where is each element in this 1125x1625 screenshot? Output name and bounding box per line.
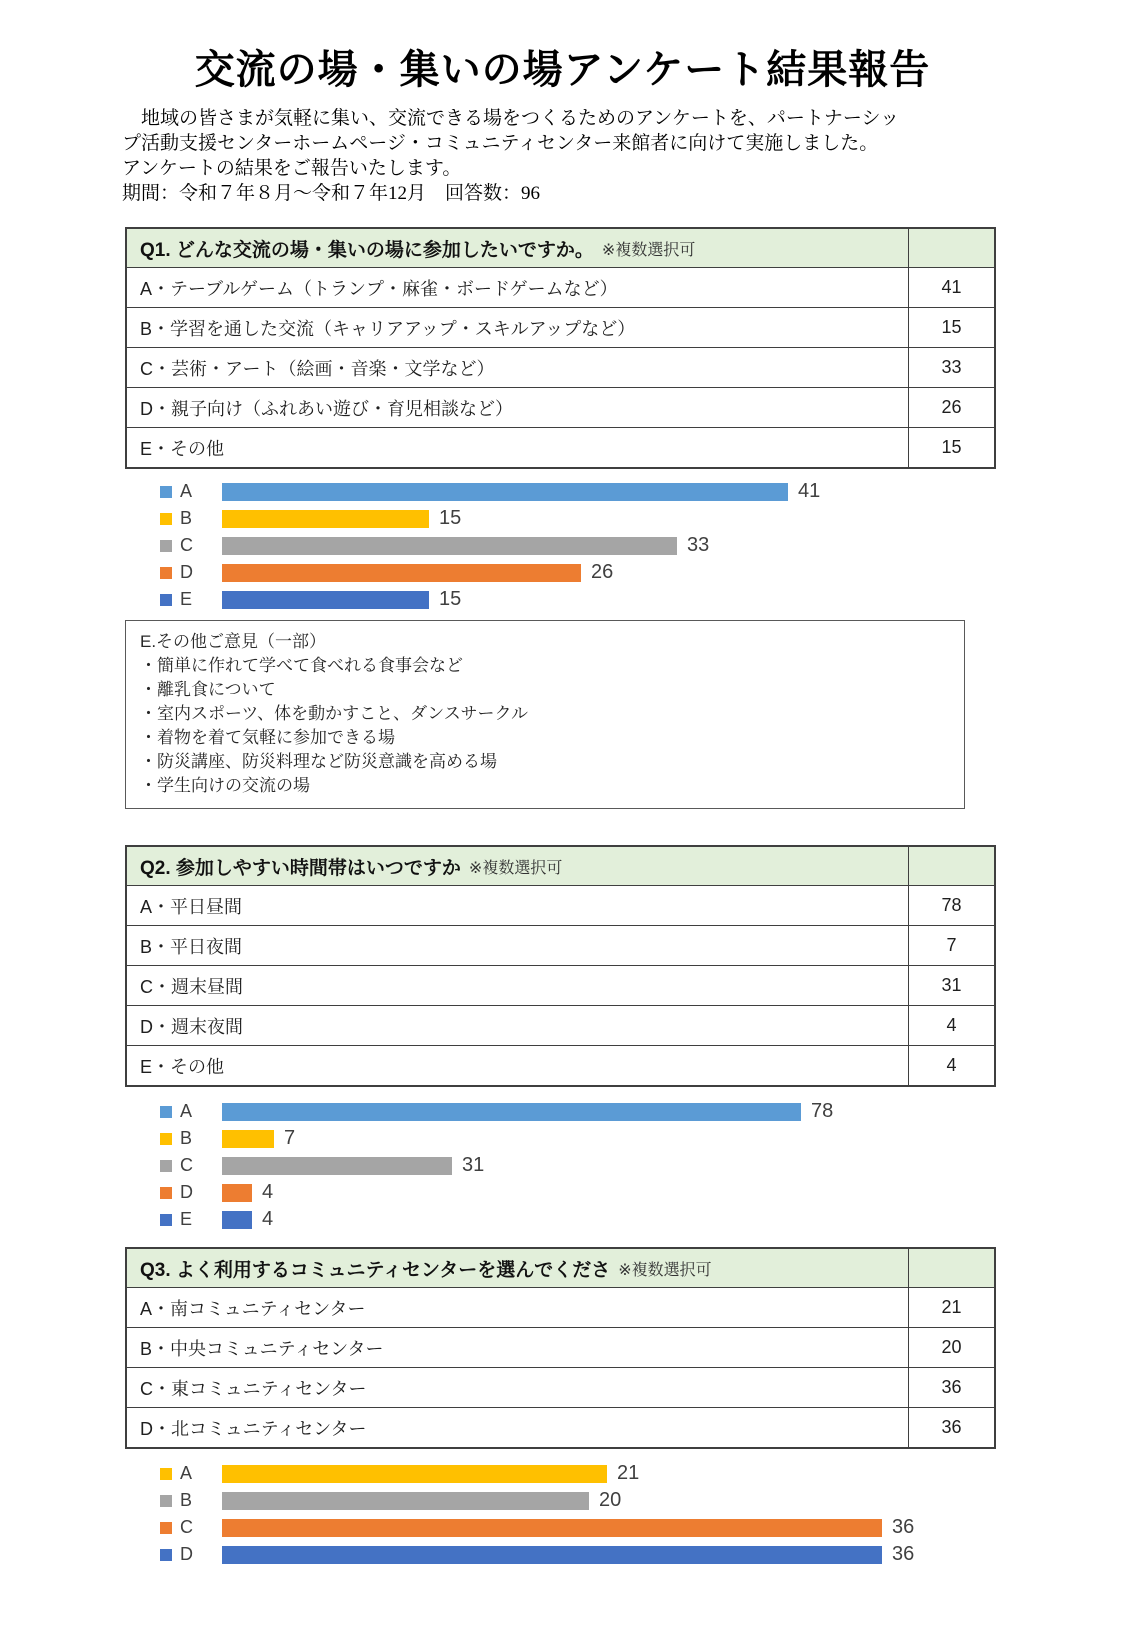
legend-swatch-c bbox=[160, 1522, 172, 1534]
bar-value-label: 4 bbox=[262, 1208, 274, 1230]
bar-value-label: 15 bbox=[439, 507, 462, 529]
legend-swatch-b bbox=[160, 1133, 172, 1145]
bar-c bbox=[222, 1157, 452, 1175]
table-row bbox=[127, 428, 994, 467]
option-label: C・芸術・アート（絵画・音楽・文学など） bbox=[140, 358, 495, 379]
response-count: 26 bbox=[908, 388, 994, 427]
legend-swatch-b bbox=[160, 1495, 172, 1507]
table-row bbox=[127, 886, 994, 926]
response-count: 21 bbox=[908, 1288, 994, 1327]
bar-value-label: 26 bbox=[591, 561, 614, 583]
option-label: B・学習を通した交流（キャリアアップ・スキルアップなど） bbox=[140, 318, 636, 339]
bar-d bbox=[222, 1546, 882, 1564]
chart-row bbox=[125, 1460, 996, 1487]
table-row bbox=[127, 348, 994, 388]
option-label: D・週末夜間 bbox=[140, 1016, 243, 1037]
chart-row bbox=[125, 1098, 996, 1125]
legend-swatch-a bbox=[160, 486, 172, 498]
chart-row bbox=[125, 1514, 996, 1541]
chart-row bbox=[125, 478, 996, 505]
other-opinion-item: ・学生向けの交流の場 bbox=[140, 776, 310, 795]
chart-row bbox=[125, 1206, 996, 1233]
bar-a bbox=[222, 483, 788, 501]
response-count: 7 bbox=[908, 926, 994, 965]
legend-label: A bbox=[180, 1463, 193, 1483]
bar-value-label: 15 bbox=[439, 588, 462, 610]
table-header-value-cell bbox=[908, 1249, 994, 1287]
legend-label: C bbox=[180, 1517, 193, 1537]
bar-e bbox=[222, 1211, 252, 1229]
legend-swatch-a bbox=[160, 1468, 172, 1480]
table-header-value-cell bbox=[908, 229, 994, 267]
table-header-row bbox=[127, 847, 994, 886]
legend-label: C bbox=[180, 535, 193, 555]
question-header-label: Q3. よく利用するコミュニティセンターを選んでくださ ※複数選択可 bbox=[127, 1249, 908, 1287]
q1-bar-chart bbox=[125, 478, 996, 613]
legend-label: D bbox=[180, 1182, 193, 1202]
table-header-value-cell bbox=[908, 847, 994, 885]
chart-row bbox=[125, 1152, 996, 1179]
bar-a bbox=[222, 1103, 801, 1121]
q2-bar-chart bbox=[125, 1098, 996, 1233]
multi-select-note: ※複数選択可 bbox=[618, 1261, 712, 1279]
legend-label: A bbox=[180, 481, 193, 501]
table-header-row bbox=[127, 1249, 994, 1288]
other-opinions-list bbox=[140, 654, 950, 798]
chart-row bbox=[125, 1541, 996, 1568]
bar-value-label: 4 bbox=[262, 1181, 274, 1203]
chart-row bbox=[125, 532, 996, 559]
legend-label: D bbox=[180, 1544, 193, 1564]
response-count: 41 bbox=[908, 268, 994, 307]
bar-d bbox=[222, 1184, 252, 1202]
table-row bbox=[127, 1046, 994, 1085]
table-row bbox=[127, 1368, 994, 1408]
bar-b bbox=[222, 1492, 589, 1510]
option-label: A・平日昼間 bbox=[140, 896, 243, 917]
table-row bbox=[127, 268, 994, 308]
option-label: C・週末昼間 bbox=[140, 976, 243, 997]
bar-value-label: 78 bbox=[811, 1100, 834, 1122]
legend-label: B bbox=[180, 508, 193, 528]
legend-label: C bbox=[180, 1155, 193, 1175]
other-opinion-item: ・室内スポーツ、体を動かすこと、ダンスサークル bbox=[140, 704, 528, 723]
option-label: D・親子向け（ふれあい遊び・育児相談など） bbox=[140, 398, 513, 419]
bar-e bbox=[222, 591, 429, 609]
legend-label: B bbox=[180, 1490, 193, 1510]
bar-value-label: 33 bbox=[687, 534, 710, 556]
legend-swatch-d bbox=[160, 1549, 172, 1561]
response-count: 36 bbox=[908, 1368, 994, 1407]
chart-row bbox=[125, 505, 996, 532]
response-count: 33 bbox=[908, 348, 994, 387]
chart-row bbox=[125, 1487, 996, 1514]
chart-row bbox=[125, 1179, 996, 1206]
q1-table bbox=[125, 227, 996, 469]
legend-label: A bbox=[180, 1101, 193, 1121]
option-label: B・平日夜間 bbox=[140, 936, 243, 957]
intro-paragraph bbox=[122, 106, 1017, 206]
other-opinion-item: ・着物を着て気軽に参加できる場 bbox=[140, 728, 395, 747]
option-label: E・その他 bbox=[140, 438, 225, 459]
bar-value-label: 21 bbox=[617, 1462, 640, 1484]
table-row bbox=[127, 388, 994, 428]
intro-line: 地域の皆さまが気軽に集い、交流できる場をつくるためのアンケートを、パートナーシッ bbox=[122, 108, 900, 129]
bar-b bbox=[222, 510, 429, 528]
bar-c bbox=[222, 537, 677, 555]
table-row bbox=[127, 1328, 994, 1368]
question-header-label: Q1. どんな交流の場・集いの場に参加したいですか。 ※複数選択可 bbox=[127, 229, 908, 267]
response-count: 4 bbox=[908, 1006, 994, 1045]
bar-value-label: 36 bbox=[892, 1516, 915, 1538]
response-count: 15 bbox=[908, 308, 994, 347]
other-opinion-item: ・防災講座、防災料理など防災意識を高める場 bbox=[140, 752, 497, 771]
legend-swatch-d bbox=[160, 567, 172, 579]
legend-swatch-e bbox=[160, 1214, 172, 1226]
table-row bbox=[127, 1408, 994, 1447]
bar-value-label: 41 bbox=[798, 480, 821, 502]
bar-value-label: 20 bbox=[599, 1489, 622, 1511]
legend-label: E bbox=[180, 1209, 193, 1229]
bar-a bbox=[222, 1465, 607, 1483]
option-label: C・東コミュニティセンター bbox=[140, 1378, 367, 1399]
chart-row bbox=[125, 1125, 996, 1152]
response-count: 31 bbox=[908, 966, 994, 1005]
response-count: 15 bbox=[908, 428, 994, 467]
table-row bbox=[127, 966, 994, 1006]
bar-value-label: 36 bbox=[892, 1543, 915, 1565]
legend-swatch-a bbox=[160, 1106, 172, 1118]
table-row bbox=[127, 308, 994, 348]
other-opinions-box bbox=[125, 620, 965, 809]
legend-swatch-d bbox=[160, 1187, 172, 1199]
table-row bbox=[127, 1288, 994, 1328]
response-count: 4 bbox=[908, 1046, 994, 1085]
question-header-label: Q2. 参加しやすい時間帯はいつですか ※複数選択可 bbox=[127, 847, 908, 885]
bar-c bbox=[222, 1519, 882, 1537]
legend-label: D bbox=[180, 562, 193, 582]
chart-row bbox=[125, 559, 996, 586]
other-opinions-title: E.その他ご意見（一部） bbox=[140, 632, 327, 651]
legend-label: E bbox=[180, 589, 193, 609]
intro-line: アンケートの結果をご報告いたします。 bbox=[122, 158, 462, 179]
page-title: 交流の場・集いの場アンケート結果報告 bbox=[194, 48, 931, 92]
bar-value-label: 31 bbox=[462, 1154, 485, 1176]
option-label: D・北コミュニティセンター bbox=[140, 1418, 367, 1439]
intro-line: プ活動支援センターホームページ・コミュニティセンター来館者に向けて実施しました。 bbox=[122, 133, 879, 154]
q3-bar-chart bbox=[125, 1460, 996, 1568]
multi-select-note: ※複数選択可 bbox=[601, 241, 696, 259]
other-opinion-item: ・簡単に作れて学べて食べれる食事会など bbox=[140, 656, 463, 675]
response-count: 36 bbox=[908, 1408, 994, 1447]
response-count: 20 bbox=[908, 1328, 994, 1367]
legend-swatch-b bbox=[160, 513, 172, 525]
legend-swatch-c bbox=[160, 1160, 172, 1172]
table-header-row bbox=[127, 229, 994, 268]
chart-row bbox=[125, 586, 996, 613]
option-label: B・中央コミュニティセンター bbox=[140, 1338, 384, 1359]
legend-swatch-e bbox=[160, 594, 172, 606]
other-opinion-item: ・離乳食について bbox=[140, 680, 276, 699]
bar-value-label: 7 bbox=[284, 1127, 296, 1149]
bar-d bbox=[222, 564, 581, 582]
table-row bbox=[127, 1006, 994, 1046]
table-row bbox=[127, 926, 994, 966]
option-label: A・南コミュニティセンター bbox=[140, 1298, 366, 1319]
q3-table bbox=[125, 1247, 996, 1449]
q2-table bbox=[125, 845, 996, 1087]
bar-b bbox=[222, 1130, 274, 1148]
legend-label: B bbox=[180, 1128, 193, 1148]
survey-period-line: 期間：令和７年８月～令和７年12月 回答数：96 bbox=[122, 183, 541, 204]
legend-swatch-c bbox=[160, 540, 172, 552]
option-label: E・その他 bbox=[140, 1056, 225, 1077]
response-count: 78 bbox=[908, 886, 994, 925]
multi-select-note: ※複数選択可 bbox=[468, 859, 563, 877]
option-label: A・テーブルゲーム（トランプ・麻雀・ボードゲームなど） bbox=[140, 278, 618, 299]
